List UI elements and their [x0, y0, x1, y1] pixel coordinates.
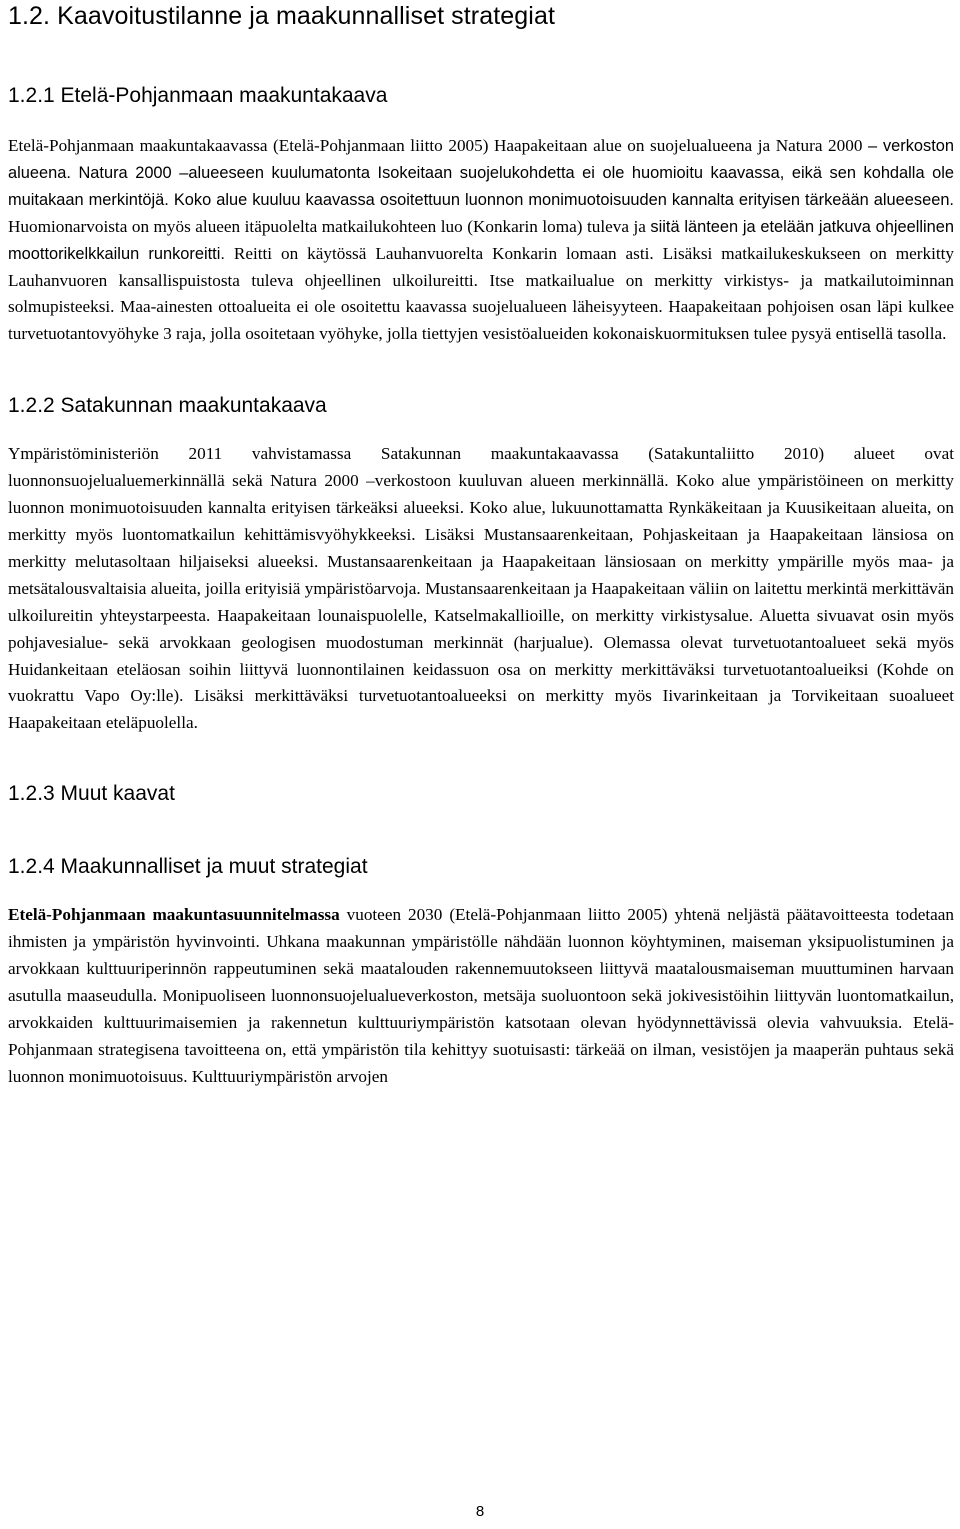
section-heading-1-2-2: 1.2.2 Satakunnan maakuntakaava: [8, 394, 327, 418]
section-heading-1-2-3: 1.2.3 Muut kaavat: [8, 782, 175, 806]
paragraph-text-part: Huomionarvoista on myös alueen itäpuolelta matkailukohteen luo (Konkarin loma) tuleva ja: [8, 216, 651, 236]
section-1-2-1-paragraph: [8, 133, 954, 348]
paragraph-text-part: vuoteen 2030 (Etelä-Pohjanmaan liitto 2005) yhtenä neljästä päätavoitteesta todetaan ihmisten ja ympäristön hyvinvointi. Uhkana maakunnan ympäristölle nähdään luonnon köyhtyminen, maiseman yksipuolistuminen ja arvokkaan kulttuuriperinnön rappeutuminen sekä maatalouden rakennemuutokseen liittyvä maatalousmaiseman muuttuminen harvaan asutulla maaseudulla. Monipuoliseen luonnonsuojelualueverkoston, metsäja suoluontoon sekä jokivesistöihin liittyvän luontomatkailun, arvokkaiden kulttuurimaisemien ja rakennetun kulttuuriympäristön katsotaan olevan hyödynnettävissä olevia vahvuuksia. Etelä-Pohjanmaan strategisena tavoitteena on, että ympäristön tila kehittyy suotuisasti: tärkeää on ilman, vesistöjen ja maaperän puhtaus sekä luonnon monimuotoisuus. Kulttuuriympäristön arvojen: [8, 905, 954, 1086]
paragraph-text-part: Reitti on käytössä Lauhanvuorelta Konkarin lomaan asti. Lisäksi matkailukeskukseen on merkitty Lauhanvuoren kansallispuistosta tuleva ohjeellinen ulkoilureitti. Itse matkailualue on merkitty virkistys- ja matkailutoiminnan solmupisteeksi. Maa-ainesten ottoalueita ei ole osoitettu kaavassa suojelualueen läheisyyteen. Haapakeitaan pohjoisen osan läpi kulkee turvetuotantovyöhyke 3 raja, jolla osoitetaan vyöhyke, jolla tiettyjen vesistöalueiden kokonaiskuormituksen tulee pysyä entisellä tasolla.: [8, 243, 954, 344]
bold-term: Etelä-Pohjanmaan maakuntasuunnitelmassa: [8, 905, 340, 925]
paragraph-text-part: Etelä-Pohjanmaan maakuntakaavassa (Etelä-Pohjanmaan liitto 2005) Haapakeitaan alue on suojelualueena ja Natura 2000: [8, 136, 868, 155]
section-heading-1-2-4: 1.2.4 Maakunnalliset ja muut strategiat: [8, 855, 368, 879]
paragraph-text-part: siitä länteen ja etelään jatkuva ohjeellinen moottorikelkkailun runkoreitti.: [8, 217, 954, 263]
section-1-2-2-paragraph: Ympäristöministeriön 2011 vahvistamassa Satakunnan maakuntakaavassa (Satakuntaliitto 2010) alueet ovat luonnonsuojelualuemerkinnällä sekä Natura 2000 –verkostoon kuuluvan alueen merkinnällä. Koko alue ympäristöineen on merkitty luonnon monimuotoisuuden kannalta erityisen tärkeäksi alueeksi. Koko alue, lukuunottamatta Rynkäkeitaan ja Kuusikeitaan alueita, on merkitty myös luontomatkailun kehittämisvyöhykkeeksi. Lisäksi Mustansaarenkeitaan, Pohjaskeitaan ja Haapakeitaan länsiosa on merkitty melutasoltaan hiljaiseksi alueeksi. Mustansaarenkeitaan ja Haapakeitaan länsiosaan on merkitty ympärille myös maa- ja metsätalousvaltaisia alueita, joilla erityisiä ympäristöarvoja. Mustansaarenkeitaan ja Haapakeitaan väliin on laitettu merkintä merkittävän ulkoilureitin yhteystarpeesta. Haapakeitaan lounaispuolelle, Katselmakallioille, on merkitty virkistysalue. Aluetta sivuavat osin myös pohjavesialue- sekä arvokkaan geologisen muodostuman merkinnät (harjualue). Olemassa olevat turvetuotantoalueet sekä myös Huidankeitaan eteläosan soihin liittyvä luonnontilainen keidassuon osa on merkitty merkittäväksi turvetuotantoalueiksi (Kohde on vuokrattu Vapo Oy:lle). Lisäksi merkittäväksi turvetuotantoalueeksi on merkitty myös Iivarinkeitaan ja Torvikeitaan suoalueet Haapakeitaan eteläpuolella.: [8, 444, 954, 733]
page-title: 1.2. Kaavoitustilanne ja maakunnalliset strategiat: [8, 2, 555, 30]
document-page: [8, 0, 954, 1091]
paragraph-text-part: – verkoston alueena. Natura 2000 –alueeseen kuulumatonta Isokeitaan suojelukohdetta ei ole huomioitu kaavassa, eikä sen kohdalla ole muitakaan merkintöjä. Koko alue kuuluu kaavassa osoitettuun luonnon monimuotoisuuden kannalta erityisen tärkeään alueeseen.: [8, 137, 955, 209]
section-1-2-4-paragraph: [8, 902, 954, 1090]
page-number: 8: [475, 1503, 485, 1520]
section-heading-1-2-1: 1.2.1 Etelä-Pohjanmaan maakuntakaava: [8, 84, 388, 107]
